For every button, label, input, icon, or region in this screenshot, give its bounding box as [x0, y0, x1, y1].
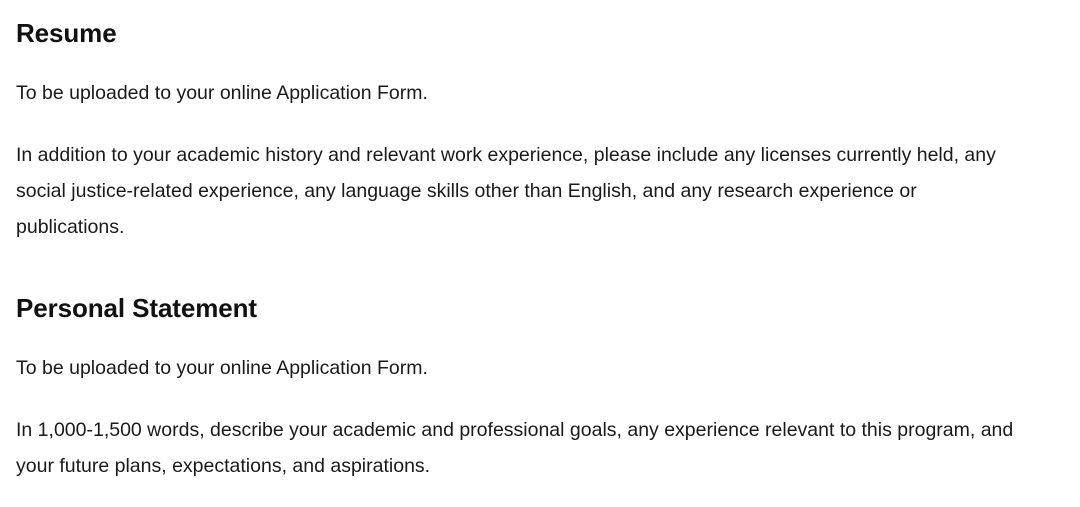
- paragraph-personal-statement-upload-note: To be uploaded to your online Application Form.: [16, 357, 428, 380]
- section-resume: [16, 18, 1020, 245]
- section-personal-statement: [16, 293, 1020, 484]
- section-heading-resume: Resume: [16, 18, 117, 48]
- section-heading-personal-statement: Personal Statement: [16, 293, 257, 324]
- paragraph-resume-upload-note: To be uploaded to your online Application Form.: [16, 82, 428, 105]
- paragraph-personal-statement-details: In 1,000-1,500 words, describe your academic and professional goals, any experience relevant to this program, and your future plans, expectations, and aspirations.: [16, 419, 1014, 478]
- paragraph-resume-details: In addition to your academic history and relevant work experience, please include any licenses currently held, any social justice-related experience, any language skills other than English, and any research experience or publications.: [16, 144, 996, 239]
- section-spacer: [16, 271, 1020, 293]
